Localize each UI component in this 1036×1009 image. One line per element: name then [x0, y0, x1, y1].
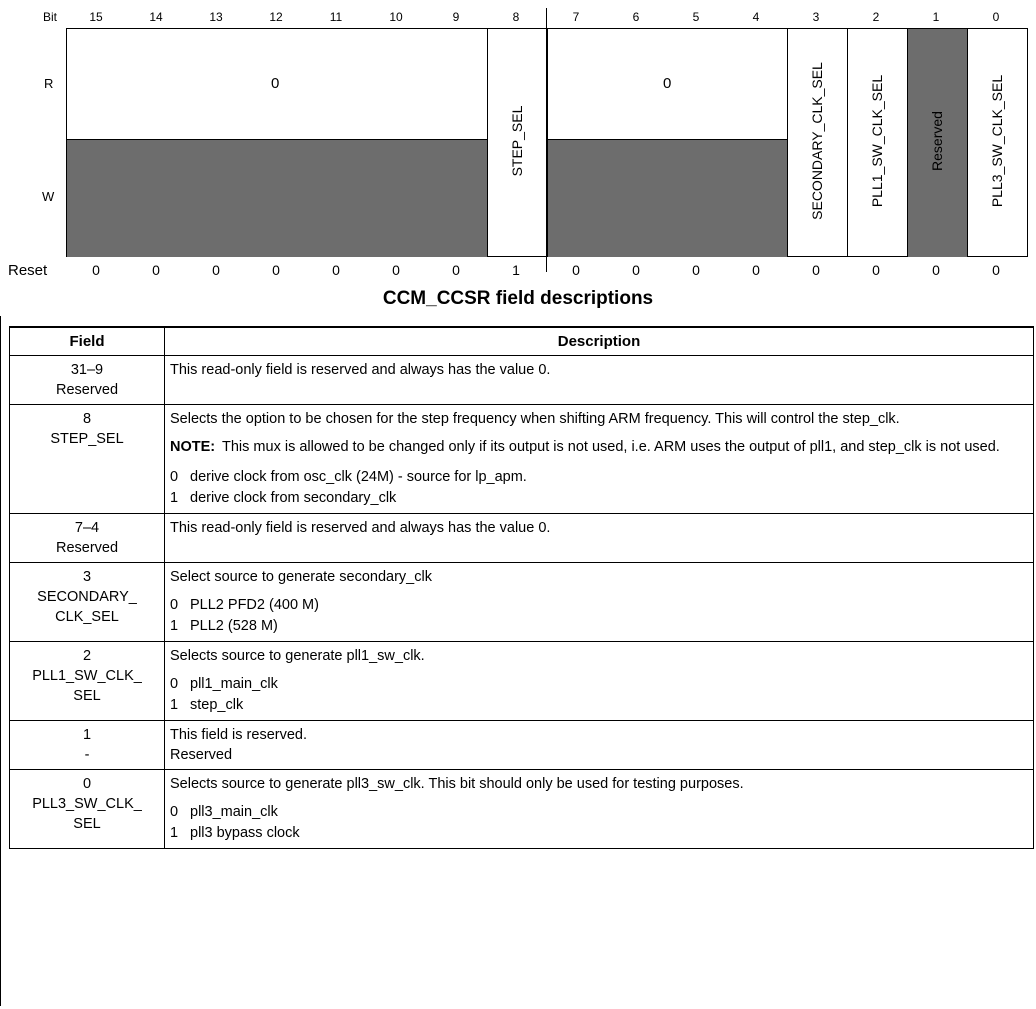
table-row — [10, 405, 1034, 514]
note-block — [170, 437, 1027, 457]
bit-number: 13 — [209, 10, 223, 24]
option-row — [170, 802, 1027, 823]
write-reserved-low — [547, 139, 787, 257]
field-bits: 3 — [82, 569, 92, 585]
field-bits: 8 — [82, 411, 92, 427]
field-name: SECONDARY_ — [37, 589, 137, 605]
description-text: Selects source to generate pll3_sw_clk. This bit should only be used for testing purposes. — [170, 776, 744, 792]
option-text: PLL2 (528 M) — [190, 618, 278, 634]
field-name: STEP_SEL — [50, 431, 124, 447]
option-value: 0 — [170, 469, 179, 485]
reset-value: 0 — [212, 262, 220, 278]
field-cell — [10, 721, 165, 770]
description-text: This read-only field is reserved and always has the value 0. — [170, 520, 551, 536]
field-name: PLL1_SW_CLK_ — [32, 668, 142, 684]
field-step-sel: STEP_SEL — [509, 105, 525, 177]
cell-border — [547, 29, 548, 257]
field-bits: 0 — [82, 776, 92, 792]
description-text: Selects the option to be chosen for the step frequency when shifting ARM frequency. This will control the step_clk. — [170, 411, 900, 427]
option-row — [170, 695, 1027, 716]
option-text: pll1_main_clk — [190, 676, 278, 692]
row-label-r: R — [44, 76, 54, 91]
field-bits: 7–4 — [74, 520, 100, 536]
write-reserved-high — [67, 139, 487, 257]
table-caption: CCM_CCSR field descriptions — [382, 288, 654, 309]
option-text: pll3 bypass clock — [190, 825, 300, 841]
cell-border — [907, 29, 908, 257]
field-name: - — [84, 747, 90, 763]
option-row — [170, 674, 1027, 695]
reset-value: 0 — [152, 262, 160, 278]
field-cell — [10, 405, 165, 514]
bit-number: 4 — [752, 10, 760, 24]
table-row — [10, 721, 1034, 770]
reset-value: 0 — [332, 262, 340, 278]
field-bits: 2 — [82, 648, 92, 664]
option-value: 0 — [170, 804, 179, 820]
option-value: 1 — [170, 618, 179, 634]
register-diagram — [0, 0, 1036, 285]
row-label-w: W — [42, 189, 55, 204]
reset-value: 0 — [392, 262, 400, 278]
reset-value: 0 — [452, 262, 460, 278]
option-text: pll3_main_clk — [190, 804, 278, 820]
cell-border — [787, 29, 788, 257]
reset-value: 0 — [932, 262, 940, 278]
option-value: 1 — [170, 490, 179, 506]
bit-number: 6 — [632, 10, 640, 24]
field-bits: 31–9 — [70, 362, 104, 378]
field-name-cont: CLK_SEL — [55, 609, 119, 625]
read-zero-high: 0 — [271, 75, 280, 92]
description-text: Reserved — [170, 747, 233, 763]
bit-label: Bit — [42, 10, 57, 24]
bit-number: 14 — [149, 10, 163, 24]
table-row — [10, 563, 1034, 642]
option-row — [170, 488, 1027, 509]
table-row — [10, 642, 1034, 721]
note-text: This mux is allowed to be changed only if its output is not used, i.e. ARM uses the output of pll1, and step_clk is not used. — [222, 439, 1000, 455]
bit-number: 7 — [572, 10, 580, 24]
reset-value: 0 — [92, 262, 100, 278]
bit-number: 2 — [872, 10, 880, 24]
field-pll3-sw-clk-sel: PLL3_SW_CLK_SEL — [989, 74, 1005, 208]
field-name-cont: SEL — [73, 688, 101, 704]
table-row — [10, 514, 1034, 563]
description-text: Selects source to generate pll1_sw_clk. — [170, 648, 425, 664]
table-row — [10, 770, 1034, 849]
option-text: step_clk — [190, 697, 244, 713]
description-cell — [165, 563, 1034, 642]
reset-value: 0 — [632, 262, 640, 278]
read-zero-low: 0 — [663, 75, 672, 92]
option-text: derive clock from secondary_clk — [190, 490, 397, 506]
field-pll1-sw-clk-sel: PLL1_SW_CLK_SEL — [869, 74, 885, 208]
bit-number: 10 — [389, 10, 403, 24]
reset-value: 0 — [812, 262, 820, 278]
row-label-reset: Reset — [8, 262, 48, 279]
description-cell — [165, 770, 1034, 849]
option-row — [170, 595, 1027, 616]
bit-number: 1 — [932, 10, 940, 24]
reset-value: 0 — [992, 262, 1000, 278]
description-text: Select source to generate secondary_clk — [170, 569, 432, 585]
option-text: derive clock from osc_clk (24M) - source for lp_apm. — [190, 469, 527, 485]
reset-value: 1 — [512, 262, 520, 278]
field-reserved: Reserved — [929, 111, 945, 171]
cell-border — [487, 29, 488, 257]
cell-border — [847, 29, 848, 257]
field-cell — [10, 642, 165, 721]
option-row — [170, 823, 1027, 844]
option-text: PLL2 PFD2 (400 M) — [190, 597, 319, 613]
bit-number: 11 — [329, 10, 343, 24]
option-value: 0 — [170, 597, 179, 613]
reset-value: 0 — [692, 262, 700, 278]
reset-value: 0 — [752, 262, 760, 278]
description-cell — [165, 514, 1034, 563]
reset-value: 0 — [272, 262, 280, 278]
reset-value: 0 — [572, 262, 580, 278]
rw-divider-high — [67, 139, 487, 140]
option-value: 0 — [170, 676, 179, 692]
description-text: This field is reserved. — [170, 727, 307, 743]
byte-divider — [546, 8, 547, 272]
register-grid — [66, 28, 1028, 257]
field-name: Reserved — [55, 382, 119, 398]
field-cell — [10, 563, 165, 642]
table-header-row — [10, 327, 1034, 356]
field-secondary-clk-sel: SECONDARY_CLK_SEL — [809, 62, 825, 220]
field-descriptions-table — [9, 326, 1034, 849]
header-description: Description — [165, 327, 1034, 356]
bit-number: 8 — [512, 10, 520, 24]
rw-divider-low — [547, 139, 787, 140]
option-row — [170, 467, 1027, 488]
option-value: 1 — [170, 697, 179, 713]
field-cell — [10, 770, 165, 849]
field-name: PLL3_SW_CLK_ — [32, 796, 142, 812]
description-cell — [165, 721, 1034, 770]
cell-border — [967, 29, 968, 257]
bit-number: 5 — [692, 10, 700, 24]
option-row — [170, 616, 1027, 637]
field-cell — [10, 514, 165, 563]
description-cell — [165, 642, 1034, 721]
bit-number: 0 — [992, 10, 1000, 24]
table-row — [10, 356, 1034, 405]
reset-value: 0 — [872, 262, 880, 278]
bit-number: 9 — [452, 10, 460, 24]
description-cell — [165, 405, 1034, 514]
option-value: 1 — [170, 825, 179, 841]
header-field: Field — [10, 327, 165, 356]
note-label: NOTE: — [170, 439, 216, 455]
field-name-cont: SEL — [73, 816, 101, 832]
bit-number: 3 — [812, 10, 820, 24]
field-cell — [10, 356, 165, 405]
field-bits: 1 — [82, 727, 92, 743]
bit-number: 12 — [269, 10, 283, 24]
field-name: Reserved — [55, 540, 119, 556]
bit-number: 15 — [89, 10, 103, 24]
description-cell — [165, 356, 1034, 405]
left-margin-rule — [0, 316, 1, 1006]
description-text: This read-only field is reserved and always has the value 0. — [170, 362, 551, 378]
